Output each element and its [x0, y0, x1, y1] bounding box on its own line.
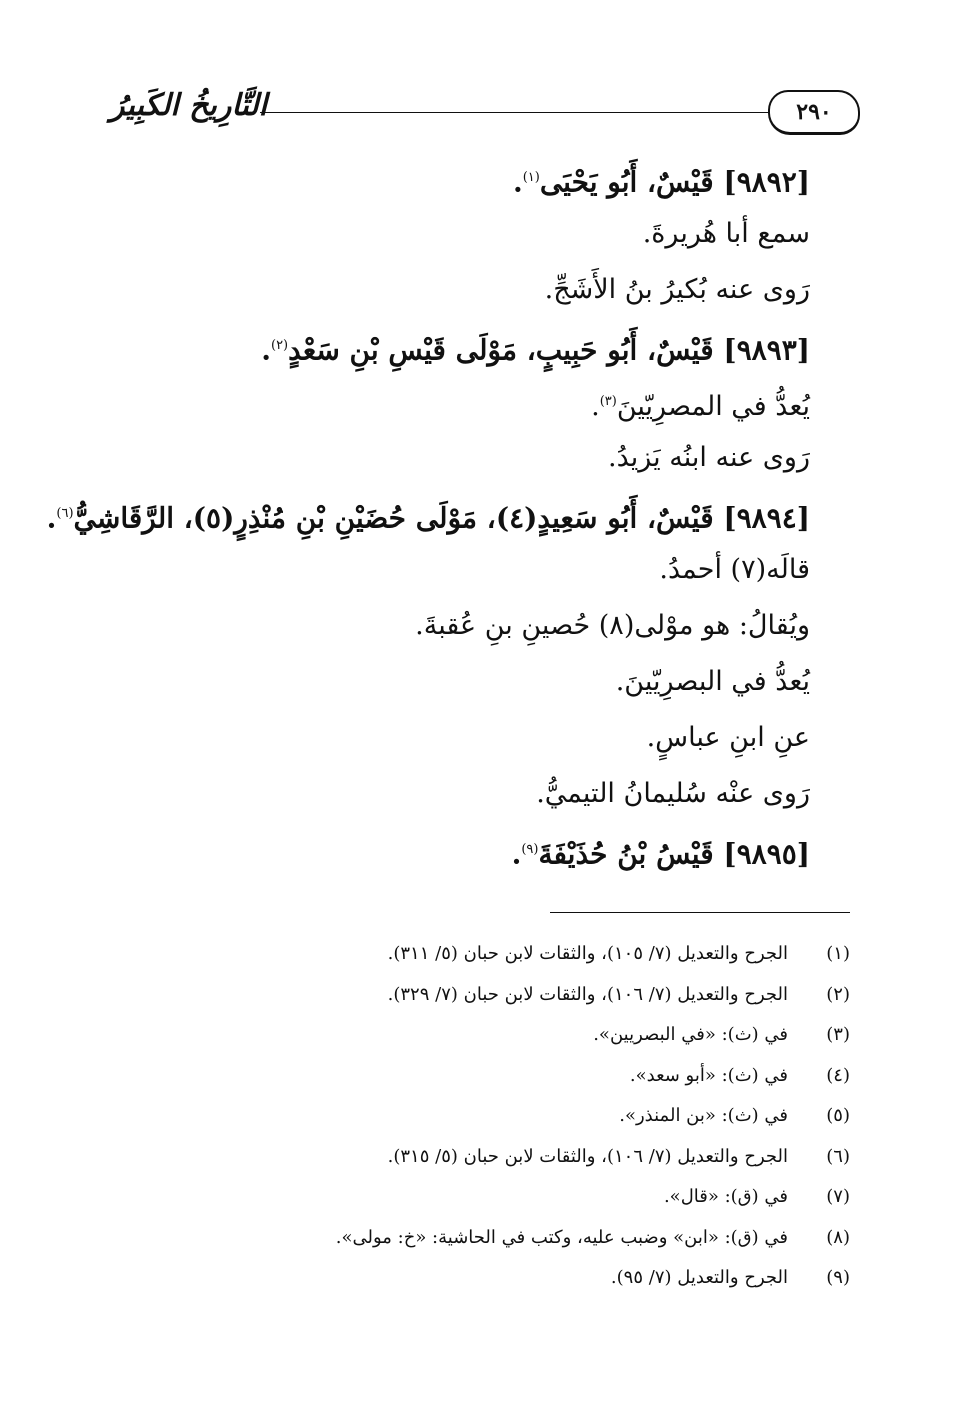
footnote-number: (٦): [826, 1145, 850, 1167]
footnote: [110, 1137, 850, 1178]
footnote-text: الجرح والتعديل (٧/ ٩٥).: [610, 1267, 788, 1288]
punct: .: [46, 501, 57, 535]
text-line: رَوى عنه ابنُه يَزيدُ.: [607, 442, 810, 473]
entry-9892: [120, 150, 810, 206]
footnote: [110, 1056, 850, 1097]
text-line: يُعدُّ في البصرِيّينَ.: [615, 666, 810, 697]
footnote-ref: (٦): [56, 506, 74, 521]
book-title: التَّارِيخُ الكَبِيرُ: [110, 88, 268, 123]
footnote-text: في (ث): «أبو سعد».: [629, 1064, 788, 1086]
footnote-number: (٤): [826, 1064, 850, 1086]
footnote: [110, 1218, 850, 1259]
footnote: [110, 975, 850, 1016]
page-header: [110, 88, 860, 134]
footnote-number: (٥): [826, 1105, 850, 1126]
footnote-ref: (١): [522, 170, 540, 185]
page-number-badge: [768, 90, 860, 135]
footnote-separator: [550, 912, 850, 913]
footnote: [110, 1177, 850, 1218]
footnote-number: (٩): [826, 1267, 850, 1288]
main-text: [46, 150, 810, 878]
footnote-text: في (ق): «قال».: [663, 1186, 788, 1207]
punct: .: [261, 333, 271, 367]
footnote-ref: (٩): [521, 842, 539, 857]
punct: .: [591, 391, 600, 422]
footnote-text: الجرح والتعديل (٧/ ١٠٦)، والثقات لابن حبان (٧/ ٣٢٩).: [387, 983, 788, 1005]
footnote-ref: (٣): [599, 394, 617, 409]
footnote-number: (١): [826, 943, 850, 964]
entry-heading: [٩٨٩٥] قَيْسُ بْنُ حُذَيْفَةَ: [538, 837, 810, 871]
footnote-ref: (٢): [270, 338, 289, 353]
footnote-number: (٨): [826, 1226, 850, 1248]
footnote-text: في (ث): «بن المنذر».: [619, 1105, 788, 1126]
entry-9893: [120, 318, 810, 374]
text-line: رَوى عنه بُكيرُ بنُ الأَشَجِّ.: [544, 274, 810, 305]
footnote-number: (٣): [826, 1024, 850, 1045]
text-line: سمع أبا هُريرةَ.: [642, 218, 810, 249]
punct: .: [511, 837, 522, 871]
entry-heading: [٩٨٩٤] قَيْسٌ، أَبُو سَعِيدٍ(٤)، مَوْلَى حُضَيْنِ بْنِ مُنْذِرٍ(٥)، الرَّقَاشِيُّ: [73, 501, 810, 535]
footnote-number: (٧): [826, 1186, 850, 1207]
text-span: يُعدُّ في المصرِيّينَ: [616, 391, 810, 422]
text-line: عنِ ابنِ عباسٍ.: [646, 722, 810, 753]
footnote: [110, 1015, 850, 1056]
page-number: ٢٩٠: [796, 99, 832, 125]
punct: .: [512, 165, 523, 199]
footnote: [110, 934, 850, 975]
entry-heading: [٩٨٩٣] قَيْسٌ، أَبُو حَبِيبٍ، مَوْلَى قَيْسِ بْنِ سَعْدٍ: [288, 333, 810, 367]
footnote-number: (٢): [826, 983, 850, 1005]
entry-heading: [٩٨٩٢] قَيْسٌ، أَبُو يَحْيَى: [539, 165, 810, 199]
footnote-text: في (ث): «في البصريين».: [593, 1024, 788, 1045]
header-rule: [260, 112, 768, 113]
footnote: [110, 1258, 850, 1299]
entry-9894: [46, 486, 810, 542]
text-line: ويُقالُ: هو موْلى(٨) حُصينِ بنِ عُقبةَ.: [415, 610, 810, 641]
footnote-text: الجرح والتعديل (٧/ ١٠٦)، والثقات لابن حبان (٥/ ٣١٥).: [387, 1145, 788, 1167]
footnote: [110, 1096, 850, 1137]
footnotes: [110, 934, 850, 1299]
entry-9895: [120, 822, 810, 878]
footnote-text: الجرح والتعديل (٧/ ١٠٥)، والثقات لابن حبان (٥/ ٣١١).: [387, 943, 788, 964]
footnote-text: في (ق): «ابن» وضبب عليه، وكتب في الحاشية: «خ: مولى».: [335, 1226, 788, 1248]
text-line: رَوى عنْه سُليمانُ التيميُّ.: [536, 778, 810, 809]
text-line: قالَه(٧) أحمدُ.: [659, 554, 810, 585]
text-line: [120, 374, 810, 430]
